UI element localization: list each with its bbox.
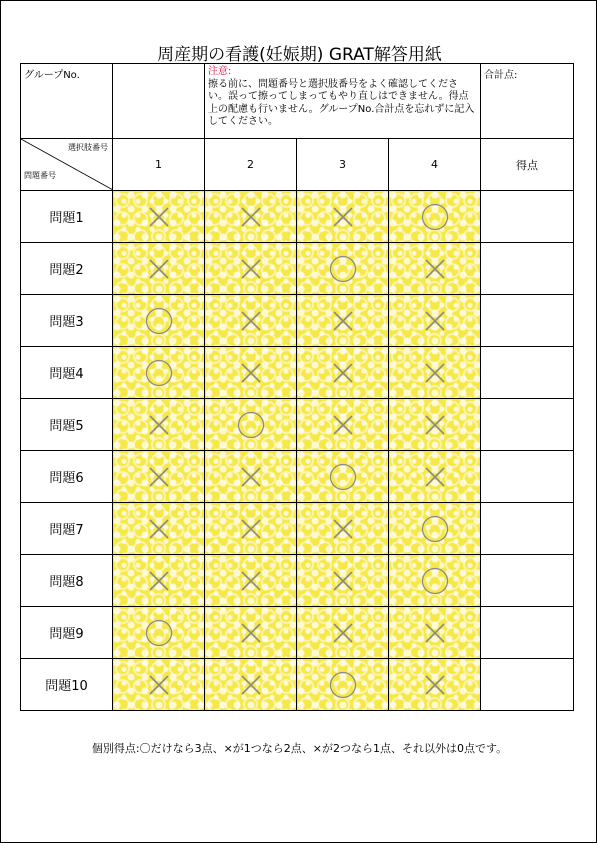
question-row — [21, 243, 574, 295]
cross-mark-icon — [235, 201, 267, 233]
scratch-cell[interactable] — [389, 503, 481, 555]
score-cell[interactable] — [481, 295, 574, 347]
note-title: 注意: — [208, 66, 232, 77]
question-row — [21, 451, 574, 503]
cross-mark-icon — [419, 409, 451, 441]
score-cell[interactable] — [481, 659, 574, 711]
circle-mark-icon — [419, 201, 451, 233]
scratch-cell[interactable] — [205, 659, 297, 711]
page-title: 周産期の看護(妊娠期) GRAT解答用紙 — [157, 45, 442, 65]
scratch-cell[interactable] — [205, 607, 297, 659]
cross-mark-icon — [327, 305, 359, 337]
circle-mark-icon — [419, 513, 451, 545]
scratch-cell[interactable] — [389, 555, 481, 607]
scratch-cell[interactable] — [113, 191, 205, 243]
cross-mark-icon — [327, 617, 359, 649]
option-number-label: 選択肢番号 — [68, 143, 108, 152]
circle-mark-icon — [327, 461, 359, 493]
scratch-cell[interactable] — [297, 295, 389, 347]
cross-mark-icon — [419, 253, 451, 285]
scratch-cell[interactable] — [113, 399, 205, 451]
option-header-3: 3 — [297, 139, 389, 191]
cross-mark-icon — [419, 461, 451, 493]
cross-mark-icon — [327, 409, 359, 441]
scratch-cell[interactable] — [389, 243, 481, 295]
cross-mark-icon — [143, 565, 175, 597]
total-score-cell[interactable] — [481, 64, 574, 139]
question-row — [21, 399, 574, 451]
scratch-cell[interactable] — [297, 399, 389, 451]
column-header-row — [21, 139, 574, 191]
answer-table — [20, 63, 574, 711]
total-score-label: 合計点: — [484, 70, 518, 81]
diagonal-header-cell — [21, 139, 113, 191]
cross-mark-icon — [143, 201, 175, 233]
scratch-cell[interactable] — [113, 503, 205, 555]
question-row — [21, 503, 574, 555]
circle-mark-icon — [143, 305, 175, 337]
scratch-cell[interactable] — [205, 399, 297, 451]
scratch-cell[interactable] — [297, 503, 389, 555]
cross-mark-icon — [419, 357, 451, 389]
cross-mark-icon — [327, 565, 359, 597]
cross-mark-icon — [143, 513, 175, 545]
scratch-cell[interactable] — [389, 399, 481, 451]
question-row — [21, 555, 574, 607]
question-number-label: 問題番号 — [24, 171, 56, 180]
cross-mark-icon — [235, 461, 267, 493]
score-cell[interactable] — [481, 191, 574, 243]
question-label: 問題1 — [21, 191, 113, 243]
score-cell[interactable] — [481, 555, 574, 607]
question-row — [21, 607, 574, 659]
scratch-cell[interactable] — [389, 191, 481, 243]
question-label: 問題3 — [21, 295, 113, 347]
question-label: 問題10 — [21, 659, 113, 711]
circle-mark-icon — [327, 669, 359, 701]
scratch-cell[interactable] — [205, 191, 297, 243]
question-row — [21, 659, 574, 711]
question-label: 問題6 — [21, 451, 113, 503]
score-header: 得点 — [481, 139, 574, 191]
scratch-cell[interactable] — [297, 451, 389, 503]
scratch-cell[interactable] — [113, 607, 205, 659]
cross-mark-icon — [143, 409, 175, 441]
scratch-cell[interactable] — [389, 347, 481, 399]
question-label: 問題5 — [21, 399, 113, 451]
score-cell[interactable] — [481, 399, 574, 451]
question-label: 問題4 — [21, 347, 113, 399]
cross-mark-icon — [327, 513, 359, 545]
cross-mark-icon — [143, 253, 175, 285]
circle-mark-icon — [235, 409, 267, 441]
scratch-cell[interactable] — [297, 243, 389, 295]
scratch-cell[interactable] — [297, 191, 389, 243]
question-label: 問題7 — [21, 503, 113, 555]
cross-mark-icon — [235, 669, 267, 701]
cross-mark-icon — [235, 513, 267, 545]
scratch-cell[interactable] — [113, 295, 205, 347]
scratch-cell[interactable] — [297, 607, 389, 659]
scratch-cell[interactable] — [297, 347, 389, 399]
circle-mark-icon — [143, 357, 175, 389]
group-number-label: グループNo. — [24, 70, 80, 81]
header-row — [21, 64, 574, 139]
scratch-cell[interactable] — [113, 659, 205, 711]
cross-mark-icon — [419, 305, 451, 337]
scratch-cell[interactable] — [389, 659, 481, 711]
group-number-entry[interactable] — [113, 64, 205, 139]
scratch-cell[interactable] — [113, 555, 205, 607]
scratch-cell[interactable] — [113, 243, 205, 295]
cross-mark-icon — [235, 617, 267, 649]
circle-mark-icon — [419, 565, 451, 597]
scratch-cell[interactable] — [205, 555, 297, 607]
scratch-cell[interactable] — [389, 295, 481, 347]
scratch-cell[interactable] — [205, 451, 297, 503]
cross-mark-icon — [235, 357, 267, 389]
question-row — [21, 295, 574, 347]
scratch-cell[interactable] — [205, 503, 297, 555]
circle-mark-icon — [143, 617, 175, 649]
score-cell[interactable] — [481, 347, 574, 399]
question-label: 問題8 — [21, 555, 113, 607]
note-cell — [205, 64, 481, 139]
question-row — [21, 191, 574, 243]
scratch-cell[interactable] — [389, 451, 481, 503]
cross-mark-icon — [419, 669, 451, 701]
cross-mark-icon — [235, 565, 267, 597]
scratch-cell[interactable] — [113, 347, 205, 399]
group-number-cell — [21, 64, 113, 139]
scratch-cell[interactable] — [297, 555, 389, 607]
scoring-rule: 個別得点:〇だけなら3点、×が1つなら2点、×が2つなら1点、それ以外は0点です。 — [91, 742, 508, 755]
score-cell[interactable] — [481, 607, 574, 659]
question-label: 問題9 — [21, 607, 113, 659]
cross-mark-icon — [143, 461, 175, 493]
question-row — [21, 347, 574, 399]
scratch-cell[interactable] — [205, 347, 297, 399]
question-label: 問題2 — [21, 243, 113, 295]
option-header-1: 1 — [113, 139, 205, 191]
cross-mark-icon — [327, 201, 359, 233]
note-body: 擦る前に、問題番号と選択肢番号をよく確認してください。誤って擦ってしまってもやり直しはできません。得点上の配慮も行いません。グループNo.合計点を忘れずに記入してください。 — [208, 78, 475, 127]
scratch-cell[interactable] — [205, 295, 297, 347]
cross-mark-icon — [419, 617, 451, 649]
option-header-4: 4 — [389, 139, 481, 191]
cross-mark-icon — [143, 669, 175, 701]
scratch-cell[interactable] — [113, 451, 205, 503]
question-rows — [21, 191, 574, 711]
cross-mark-icon — [235, 305, 267, 337]
scratch-cell[interactable] — [205, 243, 297, 295]
cross-mark-icon — [327, 357, 359, 389]
option-header-2: 2 — [205, 139, 297, 191]
scratch-cell[interactable] — [297, 659, 389, 711]
circle-mark-icon — [327, 253, 359, 285]
score-cell[interactable] — [481, 451, 574, 503]
cross-mark-icon — [235, 253, 267, 285]
score-cell[interactable] — [481, 503, 574, 555]
score-cell[interactable] — [481, 243, 574, 295]
scratch-cell[interactable] — [389, 607, 481, 659]
